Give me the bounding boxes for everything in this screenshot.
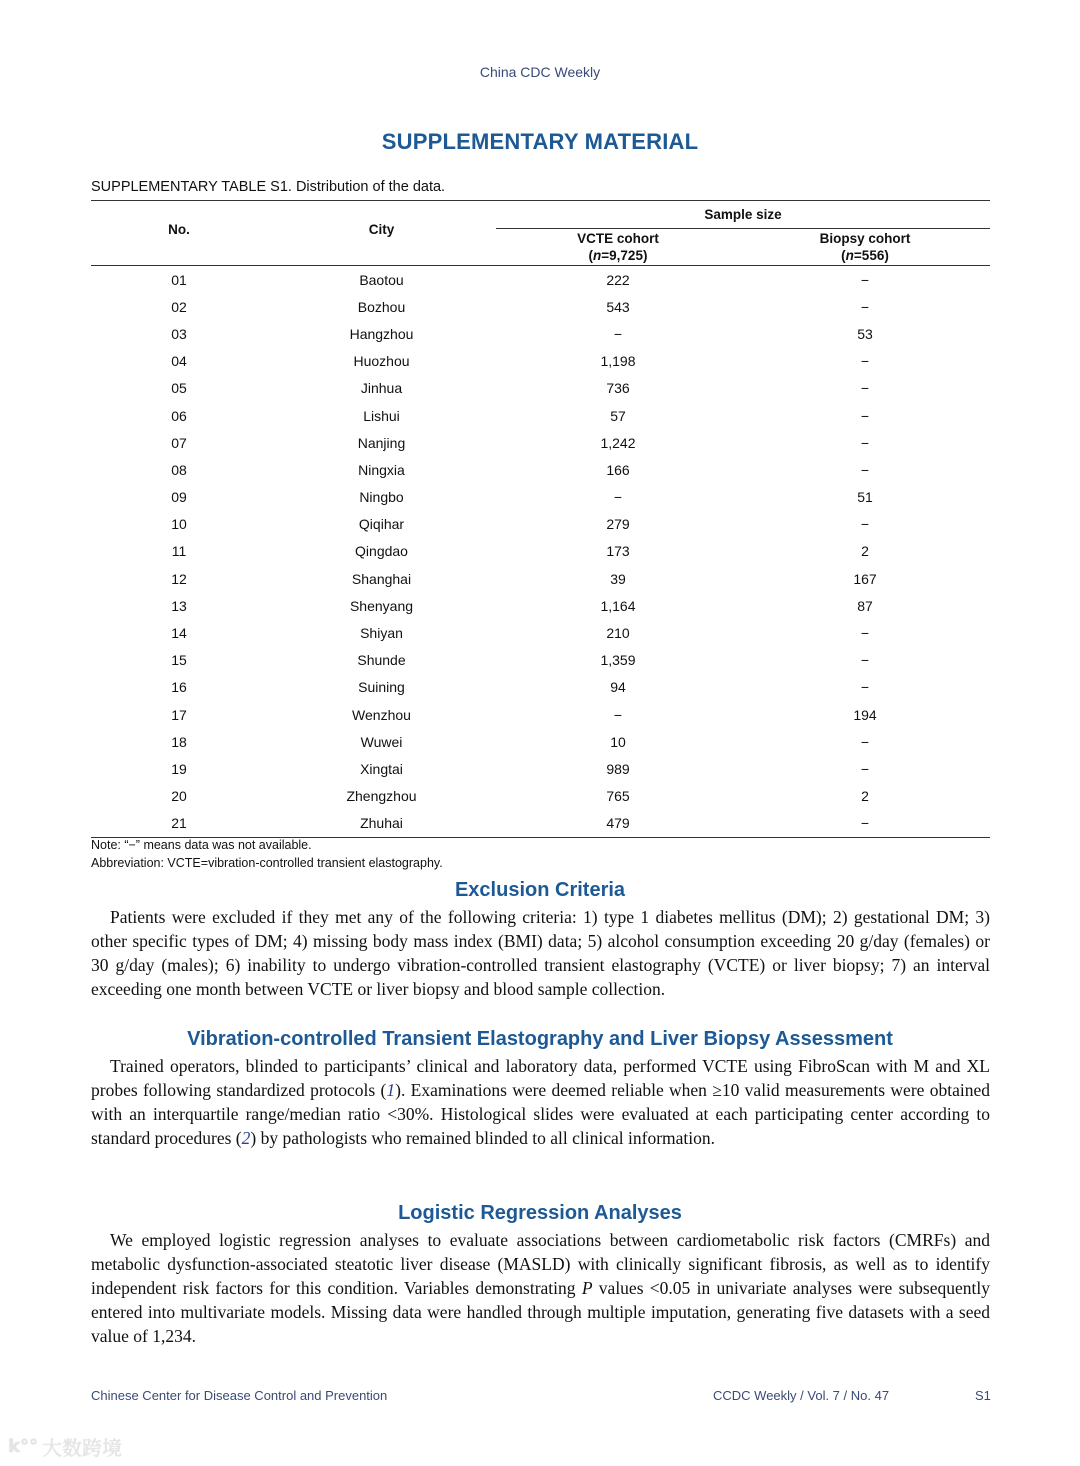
exclusion-criteria-heading: Exclusion Criteria xyxy=(454,879,626,901)
logistic-regression-body xyxy=(91,1228,990,1348)
cell-no: 16 xyxy=(171,679,187,696)
cell-vcte: − xyxy=(613,706,623,723)
cell-biopsy: − xyxy=(860,434,870,451)
cell-no: 18 xyxy=(171,733,187,750)
cell-biopsy: 167 xyxy=(853,570,877,587)
cell-no: 02 xyxy=(171,298,187,315)
cell-biopsy: 51 xyxy=(857,489,873,506)
logistic-body-text-2: values <0.05 in univariate analyses were subsequently entered into multivariate models. Missing data were handled through multiple imputation, generating five datasets with a seed value of 1,234. xyxy=(91,1278,990,1346)
table-row xyxy=(91,293,990,320)
biopsy-label: Biopsy cohort xyxy=(819,231,911,246)
table-row xyxy=(91,511,990,538)
cell-city: Hangzhou xyxy=(349,325,414,342)
cell-city: Qiqihar xyxy=(358,516,405,533)
distribution-table xyxy=(91,200,990,838)
header-biopsy-cohort xyxy=(740,229,990,266)
cell-vcte: 39 xyxy=(610,570,626,587)
cell-vcte: − xyxy=(613,325,623,342)
vcte-biopsy-heading: Vibration-controlled Transient Elastography and Liver Biopsy Assessment xyxy=(187,1028,893,1050)
cell-no: 21 xyxy=(91,810,267,838)
biopsy-n-var: n xyxy=(845,248,854,263)
exclusion-criteria-body: Patients were excluded if they met any of the following criteria: 1) type 1 diabetes mellitus (DM); 2) gestational DM; 3) other specific types of DM; 4) missing body mass index (BMI) data; 5) alcohol consumption exceeding 20 g/day (females) or 30 g/day (males); 6) inability to undergo vibration-controlled transient elastography (VCTE) or liver biopsy; 7) an interval exceeding one month between VCTE or liver biopsy and blood sample collection. xyxy=(91,907,990,999)
cell-city: Shanghai xyxy=(351,570,412,587)
header-city: City xyxy=(267,201,496,266)
cell-vcte: 543 xyxy=(606,298,630,315)
cell-city: Nanjing xyxy=(357,434,406,451)
cell-vcte: 479 xyxy=(496,810,740,838)
vcte-body-text-2: ). Examinations were deemed reliable when ≥10 valid measurements were obtained with an interquartile range/median ratio <30%. Histological slides were evaluated at each participating center according to standard procedures ( xyxy=(91,1080,990,1148)
cell-biopsy: − xyxy=(860,461,870,478)
cell-city: Xingtai xyxy=(360,760,403,777)
table-row xyxy=(91,484,990,511)
vcte-body-text-1: Trained operators, blinded to participants’ clinical and laboratory data, performed VCTE using FibroScan with M and XL probes following standardized protocols ( xyxy=(91,1056,990,1100)
table-row xyxy=(91,755,990,782)
main-title: SUPPLEMENTARY MATERIAL xyxy=(381,129,699,154)
table-row xyxy=(91,701,990,728)
cell-no: 10 xyxy=(171,516,187,533)
header-sample-size: Sample size xyxy=(496,201,990,229)
cell-city: Jinhua xyxy=(360,380,403,397)
cell-biopsy: − xyxy=(860,652,870,669)
cell-no: 06 xyxy=(171,407,187,424)
cell-city: Suining xyxy=(358,679,405,696)
cell-biopsy: − xyxy=(860,407,870,424)
cell-vcte: 210 xyxy=(606,625,630,642)
cell-city: Zhengzhou xyxy=(346,788,417,805)
table-row xyxy=(91,429,990,456)
biopsy-n-open: ( xyxy=(841,248,846,263)
cell-biopsy: − xyxy=(860,380,870,397)
cell-no: 01 xyxy=(171,271,187,288)
table-note: Note: “−” means data was not available. xyxy=(91,838,312,852)
cell-no: 13 xyxy=(171,597,187,614)
cell-vcte: − xyxy=(613,489,623,506)
cell-city: Shiyan xyxy=(360,625,403,642)
cell-biopsy: − xyxy=(860,733,870,750)
table-row xyxy=(91,783,990,810)
table-header xyxy=(91,201,990,266)
cell-no: 11 xyxy=(171,543,187,560)
table-body xyxy=(91,266,990,838)
biopsy-n-value: =556) xyxy=(853,248,889,263)
cell-city: Huozhou xyxy=(353,353,410,370)
cell-city: Zhuhai xyxy=(267,810,496,838)
cell-no: 09 xyxy=(171,489,187,506)
cell-biopsy: 2 xyxy=(861,543,869,560)
cell-no: 08 xyxy=(171,461,187,478)
cell-vcte: 279 xyxy=(606,516,630,533)
table-row xyxy=(91,402,990,429)
table-row xyxy=(91,320,990,347)
header-no: No. xyxy=(91,201,267,266)
table-row xyxy=(91,266,990,294)
cell-no: 07 xyxy=(171,434,187,451)
vcte-n-value: =9,725) xyxy=(601,248,648,263)
cell-city: Lishui xyxy=(363,407,400,424)
table-row xyxy=(91,647,990,674)
cell-city: Baotou xyxy=(359,271,404,288)
cell-vcte: 736 xyxy=(606,380,630,397)
cell-vcte: 765 xyxy=(606,788,630,805)
cell-no: 20 xyxy=(171,788,187,805)
watermark xyxy=(8,1432,122,1461)
cell-no: 17 xyxy=(171,706,187,723)
cell-vcte: 989 xyxy=(606,760,630,777)
table-notes xyxy=(91,836,443,872)
logistic-body-text-1: We employed logistic regression analyses to evaluate associations between cardiometabolic risk factors (CMRFs) and metabolic dysfunction-associated steatotic liver disease (MASLD) with clinically significant fibrosis, as well as to identify independent risk factors for this condition. Variables demonstrating xyxy=(91,1230,990,1298)
cell-vcte: 57 xyxy=(610,407,626,424)
table-row xyxy=(91,592,990,619)
cell-vcte: 1,198 xyxy=(600,353,636,370)
reference-link-1[interactable]: 1 xyxy=(386,1080,396,1100)
table-row xyxy=(91,348,990,375)
cell-biopsy: − xyxy=(860,625,870,642)
cell-city: Wuwei xyxy=(360,733,403,750)
header-vcte-cohort xyxy=(496,229,740,266)
footer-page-number: S1 xyxy=(975,1388,991,1403)
cell-biopsy: − xyxy=(860,760,870,777)
vcte-n-open: ( xyxy=(588,248,594,263)
cell-vcte: 1,164 xyxy=(600,597,636,614)
table-row xyxy=(91,619,990,646)
reference-link-2[interactable]: 2 xyxy=(241,1128,251,1148)
cell-no: 14 xyxy=(171,625,187,642)
cell-biopsy: 2 xyxy=(861,788,869,805)
cell-vcte: 166 xyxy=(606,461,630,478)
cell-vcte: 10 xyxy=(610,733,626,750)
cell-biopsy: − xyxy=(860,298,870,315)
cell-vcte: 1,359 xyxy=(600,652,636,669)
cell-biopsy: − xyxy=(740,810,990,838)
watermark-logo-icon: k°° xyxy=(8,1436,38,1457)
cell-no: 15 xyxy=(171,652,187,669)
cell-no: 19 xyxy=(171,760,187,777)
cell-city: Shunde xyxy=(357,652,406,669)
table-row xyxy=(91,538,990,565)
cell-city: Bozhou xyxy=(357,298,406,315)
cell-biopsy: − xyxy=(860,516,870,533)
table-row xyxy=(91,456,990,483)
cell-no: 12 xyxy=(171,570,187,587)
vcte-body-text-3: ) by pathologists who remained blinded to all clinical information. xyxy=(250,1128,716,1148)
cell-city: Ningxia xyxy=(358,461,405,478)
cell-vcte: 173 xyxy=(606,543,630,560)
table-row xyxy=(91,810,990,838)
cell-city: Wenzhou xyxy=(352,706,411,723)
cell-no: 04 xyxy=(171,353,187,370)
table-row xyxy=(91,375,990,402)
cell-city: Qingdao xyxy=(355,543,408,560)
vcte-biopsy-body xyxy=(91,1054,990,1150)
cell-biopsy: − xyxy=(860,353,870,370)
table-abbreviation: Abbreviation: VCTE=vibration-controlled transient elastography. xyxy=(91,856,443,870)
cell-no: 05 xyxy=(171,380,187,397)
cell-no: 03 xyxy=(171,325,187,342)
cell-biopsy: − xyxy=(860,679,870,696)
journal-header: China CDC Weekly xyxy=(479,64,601,80)
watermark-text: 大数跨境 xyxy=(41,1436,122,1460)
cell-vcte: 94 xyxy=(610,679,626,696)
p-symbol: P xyxy=(581,1278,593,1298)
table-row xyxy=(91,728,990,755)
cell-vcte: 1,242 xyxy=(600,434,636,451)
cell-city: Ningbo xyxy=(359,489,404,506)
cell-biopsy: 87 xyxy=(857,597,873,614)
cell-vcte: 222 xyxy=(606,271,630,288)
table-row xyxy=(91,565,990,592)
vcte-n-var: n xyxy=(593,248,602,263)
cell-biopsy: 194 xyxy=(853,706,877,723)
table-caption: SUPPLEMENTARY TABLE S1. Distribution of the data. xyxy=(91,179,446,195)
cell-biopsy: − xyxy=(860,271,870,288)
logistic-regression-heading: Logistic Regression Analyses xyxy=(398,1202,682,1224)
footer-organization: Chinese Center for Disease Control and Prevention xyxy=(91,1388,388,1403)
table-row xyxy=(91,674,990,701)
cell-city: Shenyang xyxy=(349,597,414,614)
supplementary-table xyxy=(91,200,990,838)
cell-biopsy: 53 xyxy=(857,325,873,342)
vcte-label: VCTE cohort xyxy=(577,231,659,246)
footer-journal-issue: CCDC Weekly / Vol. 7 / No. 47 xyxy=(713,1388,890,1403)
